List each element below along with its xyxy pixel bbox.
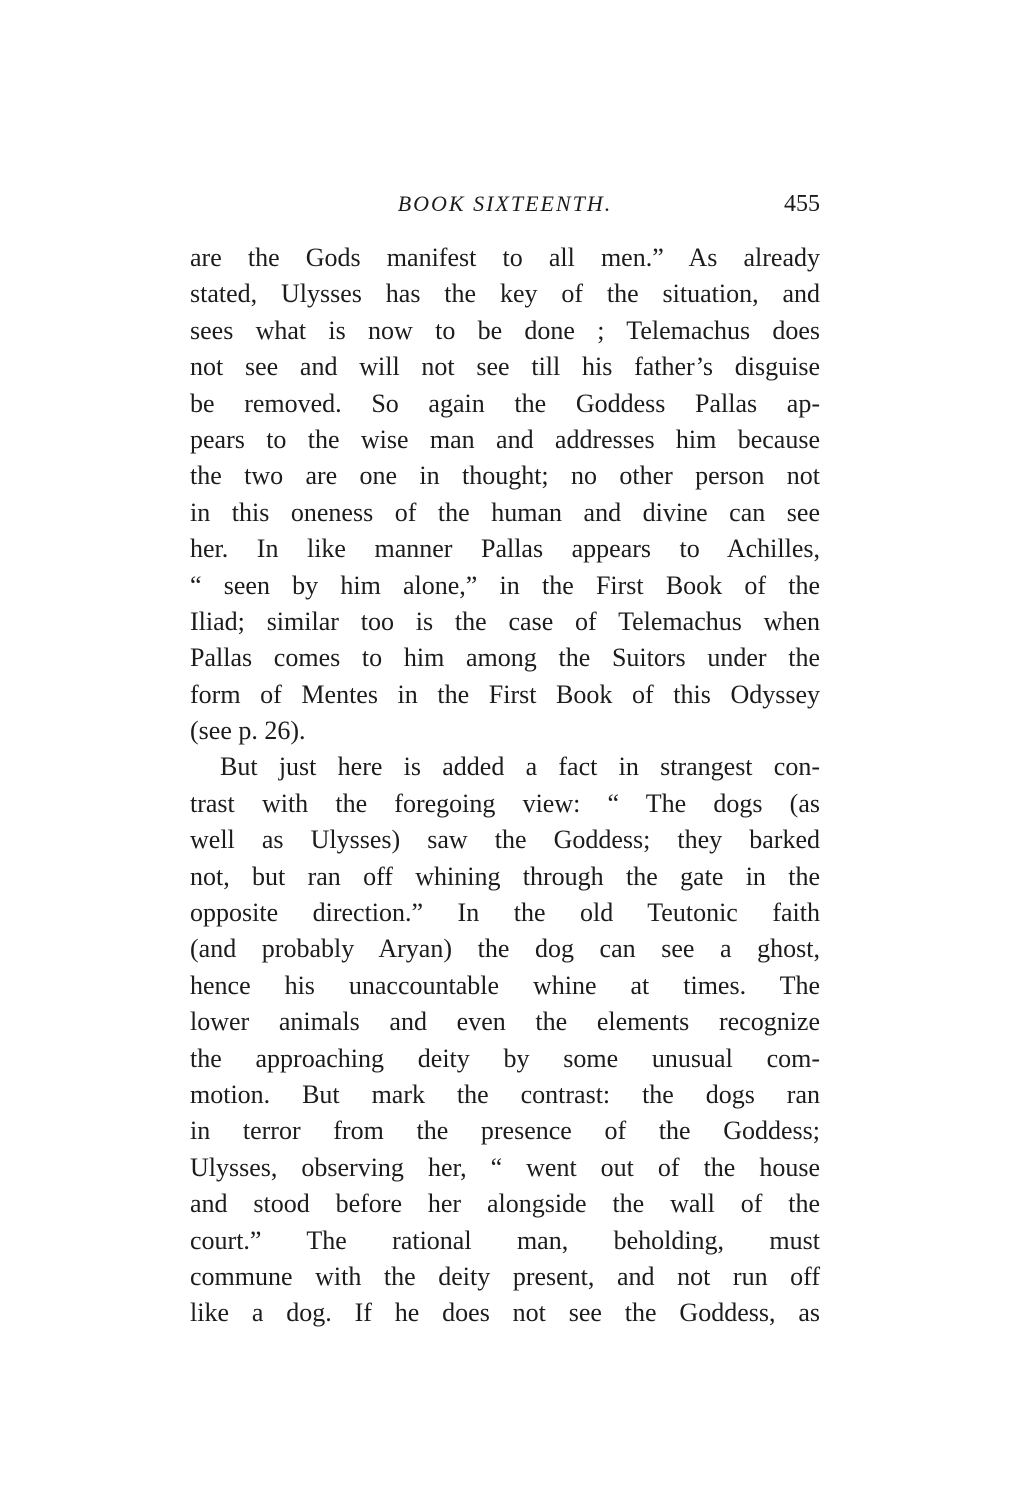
text-line: (and probably Aryan) the dog can see a ghost, [190,934,820,964]
body-text [190,240,820,1332]
text-line: not see and will not see till his father’s disguise [190,352,820,382]
text-line: form of Mentes in the First Book of this Odyssey [190,679,820,709]
text-line: well as Ulysses) saw the Goddess; they barked [190,825,820,855]
text-line: But just here is added a fact in strangest con- [220,752,820,782]
running-title: BOOK SIXTEENTH. [397,191,613,216]
text-line: (see p. 26). [190,716,306,746]
text-line: pears to the wise man and addresses him because [190,424,820,454]
text-line: her. In like manner Pallas appears to Achilles, [190,534,820,564]
text-line: trast with the foregoing view: “ The dogs (as [190,788,820,818]
page-number: 455 [784,191,820,217]
text-line: lower animals and even the elements recognize [190,1007,820,1037]
text-line: in terror from the presence of the Goddess; [190,1116,820,1146]
paragraph-2 [190,749,820,1331]
text-line: “ seen by him alone,” in the First Book of the [190,570,820,600]
text-line: the approaching deity by some unusual com- [190,1043,820,1073]
text-line: Ulysses, observing her, “ went out of the house [190,1152,820,1182]
text-line: motion. But mark the contrast: the dogs ran [190,1079,820,1109]
text-line: in this oneness of the human and divine can see [190,497,820,527]
text-line: be removed. So again the Goddess Pallas ap- [190,388,820,418]
text-line: not, but ran off whining through the gate in the [190,861,820,891]
text-line: sees what is now to be done ; Telemachus does [190,315,820,345]
paragraph-1 [190,240,820,749]
text-line: like a dog. If he does not see the Goddess, as [190,1298,820,1328]
text-line: opposite direction.” In the old Teutonic faith [190,898,820,928]
text-line: hence his unaccountable whine at times. The [190,970,820,1000]
text-line: the two are one in thought; no other person not [190,461,820,491]
text-line: court.” The rational man, beholding, must [190,1225,820,1255]
text-line: commune with the deity present, and not run off [190,1261,820,1291]
running-head [190,188,820,220]
text-line: Iliad; similar too is the case of Telemachus when [190,606,820,636]
text-line: are the Gods manifest to all men.” As already [190,243,820,272]
text-line: stated, Ulysses has the key of the situation, and [190,279,820,309]
text-line: and stood before her alongside the wall of the [190,1189,820,1219]
text-line: Pallas comes to him among the Suitors under the [190,643,820,673]
